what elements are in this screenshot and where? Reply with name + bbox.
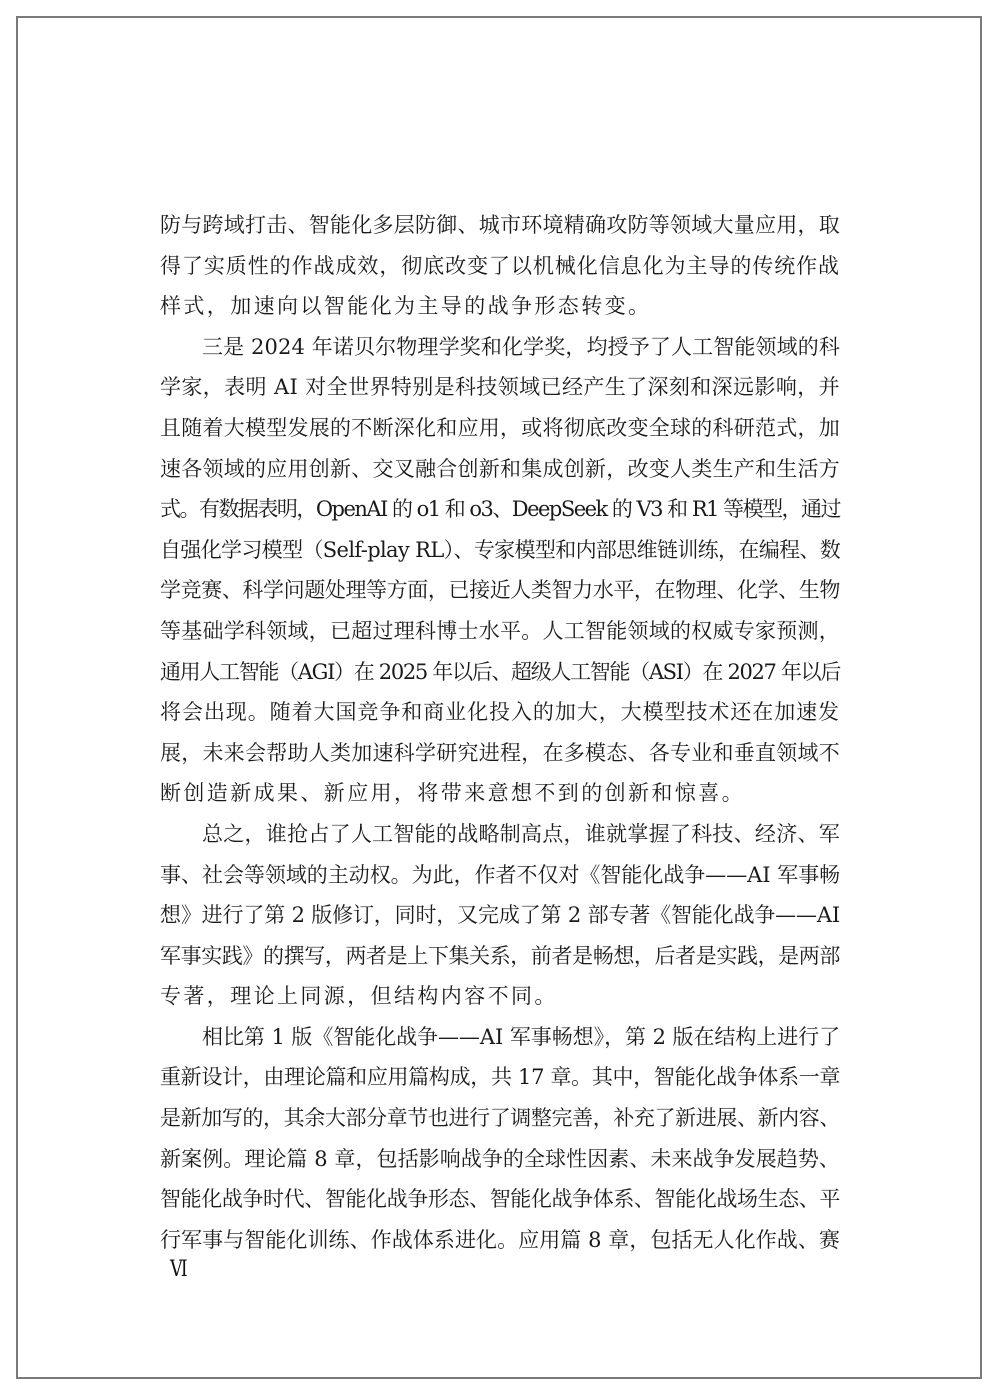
- text-line: 式。有数据表明，OpenAI 的 o1 和 o3、DeepSeek 的 V3 和 R1 等模型，通过: [160, 497, 840, 522]
- text-line: 通用人工智能（AGI）在 2025 年以后、超级人工智能（ASI）在 2027 年以后: [160, 659, 840, 684]
- text-line: 专著，理论上同源，但结构内容不同。: [160, 984, 558, 1009]
- text-line: 相比第 1 版《智能化战争——AI 军事畅想》，第 2 版在结构上进行了: [202, 1024, 841, 1049]
- text-line: 断创造新成果、新应用，将带来意想不到的创新和惊喜。: [160, 781, 745, 806]
- paragraph-3: [160, 814, 840, 1017]
- text-line: 展，未来会帮助人类加速科学研究进程，在多模态、各专业和垂直领域不: [160, 740, 840, 765]
- text-line: 学竞赛、科学问题处理等方面，已接近人类智力水平，在物理、化学、生物: [160, 578, 840, 603]
- text-line: 是新加写的，其余大部分章节也进行了调整完善，补充了新进展、新内容、: [160, 1106, 840, 1131]
- text-line: 得了实质性的作战成效，彻底改变了以机械化信息化为主导的传统作战: [160, 253, 840, 278]
- text-line: 自强化学习模型（Self-play RL）、专家模型和内部思维链训练，在编程、数: [160, 537, 841, 562]
- text-line: 将会出现。随着大国竞争和商业化投入的加大，大模型技术还在加速发: [160, 700, 840, 725]
- text-line: 军事实践》的撰写，两者是上下集关系，前者是畅想，后者是实践，是两部: [160, 943, 840, 968]
- body-text: [160, 205, 840, 1260]
- text-line: 重新设计，由理论篇和应用篇构成，共 17 章。其中，智能化战争体系一章: [160, 1065, 841, 1090]
- text-line: 总之，谁抢占了人工智能的战略制高点，谁就掌握了科技、经济、军: [202, 821, 840, 846]
- text-line: 三是 2024 年诺贝尔物理学奖和化学奖，均授予了人工智能领域的科: [202, 334, 840, 359]
- text-line: 想》进行了第 2 版修订，同时，又完成了第 2 部专著《智能化战争——AI: [160, 903, 840, 928]
- paragraph-4: [160, 1017, 840, 1261]
- text-line: 等基础学科领域，已超过理科博士水平。人工智能领域的权威专家预测，: [160, 618, 840, 643]
- text-line: 智能化战争时代、智能化战争形态、智能化战争体系、智能化战场生态、平: [160, 1187, 840, 1212]
- page-number: Ⅵ: [170, 1256, 187, 1281]
- text-line: 速各领域的应用创新、交叉融合创新和集成创新，改变人类生产和生活方: [160, 456, 840, 481]
- text-line: 样式，加速向以智能化为主导的战争形态转变。: [160, 294, 652, 319]
- paragraph-2: [160, 327, 840, 814]
- text-line: 行军事与智能化训练、作战体系进化。应用篇 8 章，包括无人化作战、赛: [160, 1227, 840, 1252]
- text-line: 事、社会等领域的主动权。为此，作者不仅对《智能化战争——AI 军事畅: [160, 862, 841, 887]
- text-line: 防与跨域打击、智能化多层防御、城市环境精确攻防等领域大量应用，取: [160, 213, 840, 237]
- paragraph-1: [160, 205, 840, 327]
- text-line: 新案例。理论篇 8 章，包括影响战争的全球性因素、未来战争发展趋势、: [160, 1146, 840, 1171]
- text-line: 且随着大模型发展的不断深化和应用，或将彻底改变全球的科研范式，加: [160, 415, 840, 440]
- text-line: 学家，表明 AI 对全世界特别是科技领域已经产生了深刻和深远影响，并: [160, 375, 840, 400]
